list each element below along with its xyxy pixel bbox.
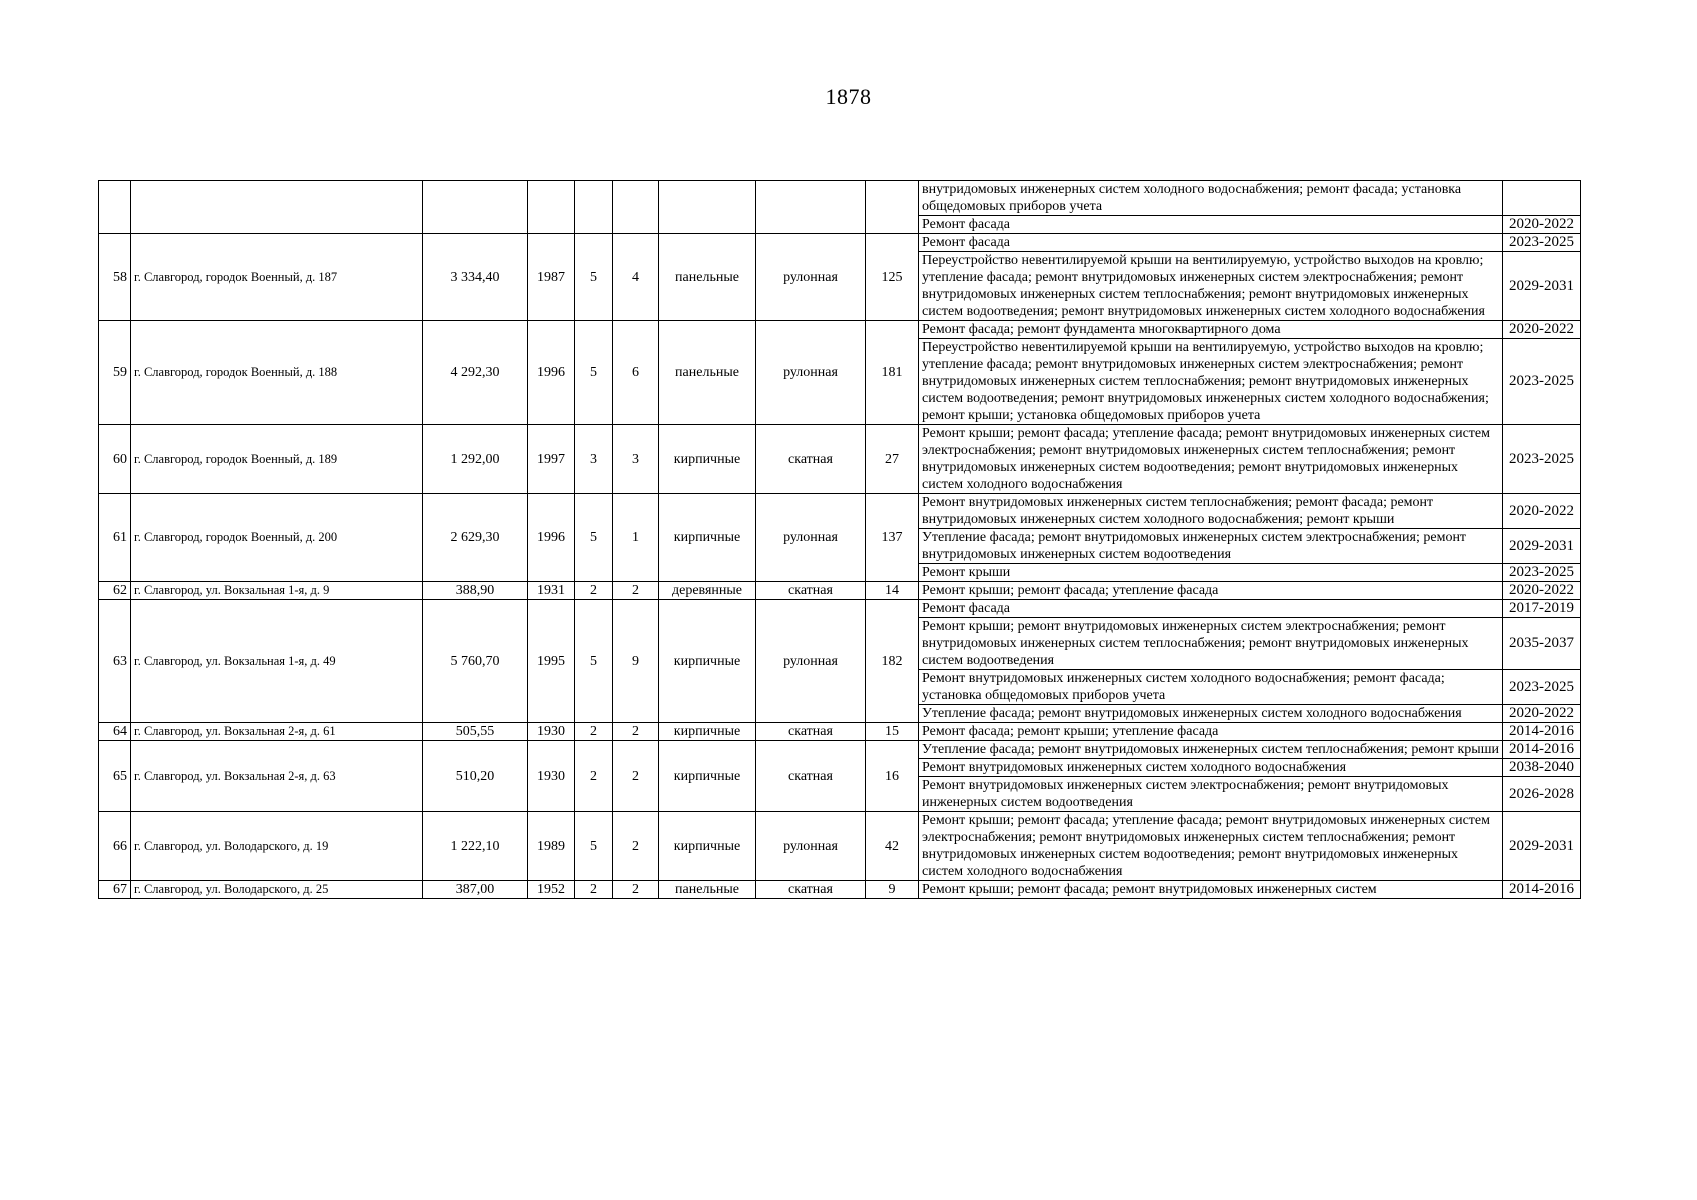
row-number: 66	[99, 812, 131, 881]
works-cell: Ремонт фасада	[919, 234, 1503, 252]
floors-cell: 5	[575, 812, 613, 881]
area-cell: 387,00	[423, 881, 528, 899]
area-cell: 1 292,00	[423, 425, 528, 494]
floors-cell: 2	[575, 881, 613, 899]
roof-type-cell: рулонная	[756, 234, 866, 321]
floors-cell: 2	[575, 723, 613, 741]
address-cell: г. Славгород, городок Военный, д. 188	[131, 321, 423, 425]
entrances-cell: 4	[613, 234, 659, 321]
row-number: 63	[99, 600, 131, 723]
area-cell: 3 334,40	[423, 234, 528, 321]
residents-cell: 182	[866, 600, 919, 723]
period-cell: 2023-2025	[1503, 234, 1581, 252]
entrances-cell: 2	[613, 723, 659, 741]
floors-cell: 2	[575, 741, 613, 812]
year-cell: 1931	[528, 582, 575, 600]
empty-cell	[613, 181, 659, 234]
table-row	[99, 812, 1581, 881]
residents-cell: 181	[866, 321, 919, 425]
table-row	[99, 582, 1581, 600]
roof-type-cell: скатная	[756, 881, 866, 899]
row-number: 65	[99, 741, 131, 812]
floors-cell: 5	[575, 494, 613, 582]
wall-material-cell: кирпичные	[659, 723, 756, 741]
table-row	[99, 181, 1581, 216]
table-row	[99, 600, 1581, 618]
residents-cell: 137	[866, 494, 919, 582]
address-cell: г. Славгород, ул. Вокзальная 1-я, д. 9	[131, 582, 423, 600]
residents-cell: 16	[866, 741, 919, 812]
period-cell: 2023-2025	[1503, 425, 1581, 494]
works-cell: Ремонт внутридомовых инженерных систем холодного водоснабжения	[919, 759, 1503, 777]
residents-cell: 9	[866, 881, 919, 899]
address-cell: г. Славгород, ул. Володарского, д. 25	[131, 881, 423, 899]
works-cell: Ремонт крыши	[919, 564, 1503, 582]
period-cell: 2035-2037	[1503, 618, 1581, 670]
roof-type-cell: рулонная	[756, 812, 866, 881]
empty-cell	[423, 181, 528, 234]
residents-cell: 14	[866, 582, 919, 600]
year-cell: 1952	[528, 881, 575, 899]
roof-type-cell: скатная	[756, 425, 866, 494]
wall-material-cell: кирпичные	[659, 741, 756, 812]
entrances-cell: 1	[613, 494, 659, 582]
row-number: 67	[99, 881, 131, 899]
empty-cell	[131, 181, 423, 234]
period-cell: 2029-2031	[1503, 252, 1581, 321]
area-cell: 1 222,10	[423, 812, 528, 881]
period-cell: 2029-2031	[1503, 812, 1581, 881]
year-cell: 1930	[528, 723, 575, 741]
floors-cell: 2	[575, 582, 613, 600]
empty-cell	[866, 181, 919, 234]
row-number: 61	[99, 494, 131, 582]
period-cell	[1503, 181, 1581, 216]
entrances-cell: 3	[613, 425, 659, 494]
wall-material-cell: кирпичные	[659, 494, 756, 582]
period-cell: 2020-2022	[1503, 705, 1581, 723]
works-cell: Ремонт крыши; ремонт фасада; ремонт внутридомовых инженерных систем	[919, 881, 1503, 899]
floors-cell: 5	[575, 600, 613, 723]
row-number: 64	[99, 723, 131, 741]
roof-type-cell: рулонная	[756, 321, 866, 425]
address-cell: г. Славгород, ул. Вокзальная 2-я, д. 63	[131, 741, 423, 812]
table-body	[99, 181, 1581, 899]
roof-type-cell: рулонная	[756, 494, 866, 582]
works-cell: Утепление фасада; ремонт внутридомовых инженерных систем электроснабжения; ремонт внутридомовых инженерных систем водоотведения	[919, 529, 1503, 564]
works-cell: Ремонт внутридомовых инженерных систем электроснабжения; ремонт внутридомовых инженерных систем водоотведения	[919, 777, 1503, 812]
residents-cell: 125	[866, 234, 919, 321]
works-cell: Ремонт внутридомовых инженерных систем теплоснабжения; ремонт фасада; ремонт внутридомовых инженерных систем холодного водоснабжения; ремонт крыши	[919, 494, 1503, 529]
period-cell: 2014-2016	[1503, 881, 1581, 899]
table-row	[99, 494, 1581, 529]
roof-type-cell: рулонная	[756, 600, 866, 723]
wall-material-cell: деревянные	[659, 582, 756, 600]
works-cell: Переустройство невентилируемой крыши на вентилируемую, устройство выходов на кровлю; утепление фасада; ремонт внутридомовых инженерных систем электроснабжения; ремонт внутридомовых инженерных систем теплоснабжения; ремонт внутридомовых инженерных систем водоотведения; ремонт внутридомовых инженерных систем холодного водоснабжения	[919, 252, 1503, 321]
period-cell: 2023-2025	[1503, 339, 1581, 425]
page-number: 1878	[825, 84, 872, 109]
wall-material-cell: кирпичные	[659, 425, 756, 494]
row-number: 62	[99, 582, 131, 600]
roof-type-cell: скатная	[756, 723, 866, 741]
address-cell: г. Славгород, ул. Володарского, д. 19	[131, 812, 423, 881]
floors-cell: 3	[575, 425, 613, 494]
works-cell: внутридомовых инженерных систем холодного водоснабжения; ремонт фасада; установка общедомовых приборов учета	[919, 181, 1503, 216]
roof-type-cell: скатная	[756, 582, 866, 600]
table-row	[99, 723, 1581, 741]
table-row	[99, 321, 1581, 339]
entrances-cell: 2	[613, 812, 659, 881]
empty-cell	[756, 181, 866, 234]
row-number: 60	[99, 425, 131, 494]
table-row	[99, 741, 1581, 759]
area-cell: 5 760,70	[423, 600, 528, 723]
address-cell: г. Славгород, ул. Вокзальная 2-я, д. 61	[131, 723, 423, 741]
year-cell: 1995	[528, 600, 575, 723]
works-cell: Ремонт фасада	[919, 600, 1503, 618]
wall-material-cell: кирпичные	[659, 812, 756, 881]
wall-material-cell: панельные	[659, 881, 756, 899]
address-cell: г. Славгород, ул. Вокзальная 1-я, д. 49	[131, 600, 423, 723]
period-cell: 2017-2019	[1503, 600, 1581, 618]
period-cell: 2014-2016	[1503, 723, 1581, 741]
works-cell: Ремонт крыши; ремонт фасада; утепление фасада	[919, 582, 1503, 600]
period-cell: 2023-2025	[1503, 564, 1581, 582]
year-cell: 1987	[528, 234, 575, 321]
area-cell: 510,20	[423, 741, 528, 812]
wall-material-cell: кирпичные	[659, 600, 756, 723]
empty-cell	[99, 181, 131, 234]
residents-cell: 15	[866, 723, 919, 741]
capital-repair-table	[98, 180, 1581, 899]
roof-type-cell: скатная	[756, 741, 866, 812]
area-cell: 388,90	[423, 582, 528, 600]
year-cell: 1989	[528, 812, 575, 881]
empty-cell	[528, 181, 575, 234]
entrances-cell: 9	[613, 600, 659, 723]
table-row	[99, 234, 1581, 252]
floors-cell: 5	[575, 321, 613, 425]
period-cell: 2038-2040	[1503, 759, 1581, 777]
period-cell: 2020-2022	[1503, 582, 1581, 600]
year-cell: 1996	[528, 494, 575, 582]
row-number: 59	[99, 321, 131, 425]
address-cell: г. Славгород, городок Военный, д. 189	[131, 425, 423, 494]
period-cell: 2020-2022	[1503, 321, 1581, 339]
works-cell: Ремонт фасада; ремонт фундамента многоквартирного дома	[919, 321, 1503, 339]
address-cell: г. Славгород, городок Военный, д. 187	[131, 234, 423, 321]
period-cell: 2029-2031	[1503, 529, 1581, 564]
period-cell: 2014-2016	[1503, 741, 1581, 759]
works-cell: Ремонт внутридомовых инженерных систем холодного водоснабжения; ремонт фасада; установка общедомовых приборов учета	[919, 670, 1503, 705]
area-cell: 2 629,30	[423, 494, 528, 582]
residents-cell: 42	[866, 812, 919, 881]
floors-cell: 5	[575, 234, 613, 321]
works-cell: Ремонт фасада; ремонт крыши; утепление фасада	[919, 723, 1503, 741]
year-cell: 1930	[528, 741, 575, 812]
period-cell: 2023-2025	[1503, 670, 1581, 705]
period-cell: 2020-2022	[1503, 494, 1581, 529]
empty-cell	[659, 181, 756, 234]
address-cell: г. Славгород, городок Военный, д. 200	[131, 494, 423, 582]
year-cell: 1997	[528, 425, 575, 494]
entrances-cell: 6	[613, 321, 659, 425]
year-cell: 1996	[528, 321, 575, 425]
works-cell: Ремонт фасада	[919, 216, 1503, 234]
wall-material-cell: панельные	[659, 321, 756, 425]
table-row	[99, 425, 1581, 494]
area-cell: 4 292,30	[423, 321, 528, 425]
row-number: 58	[99, 234, 131, 321]
empty-cell	[575, 181, 613, 234]
works-cell: Утепление фасада; ремонт внутридомовых инженерных систем холодного водоснабжения	[919, 705, 1503, 723]
works-cell: Ремонт крыши; ремонт внутридомовых инженерных систем электроснабжения; ремонт внутридомовых инженерных систем теплоснабжения; ремонт внутридомовых инженерных систем водоотведения	[919, 618, 1503, 670]
wall-material-cell: панельные	[659, 234, 756, 321]
entrances-cell: 2	[613, 741, 659, 812]
works-cell: Утепление фасада; ремонт внутридомовых инженерных систем теплоснабжения; ремонт крыши	[919, 741, 1503, 759]
entrances-cell: 2	[613, 881, 659, 899]
works-cell: Ремонт крыши; ремонт фасада; утепление фасада; ремонт внутридомовых инженерных систем электроснабжения; ремонт внутридомовых инженерных систем теплоснабжения; ремонт внутридомовых инженерных систем водоотведения; ремонт внутридомовых инженерных систем холодного водоснабжения	[919, 812, 1503, 881]
entrances-cell: 2	[613, 582, 659, 600]
table-row	[99, 881, 1581, 899]
period-cell: 2020-2022	[1503, 216, 1581, 234]
period-cell: 2026-2028	[1503, 777, 1581, 812]
works-cell: Переустройство невентилируемой крыши на вентилируемую, устройство выходов на кровлю; утепление фасада; ремонт внутридомовых инженерных систем электроснабжения; ремонт внутридомовых инженерных систем теплоснабжения; ремонт внутридомовых инженерных систем водоотведения; ремонт внутридомовых инженерных систем холодного водоснабжения; ремонт крыши; установка общедомовых приборов учета	[919, 339, 1503, 425]
residents-cell: 27	[866, 425, 919, 494]
area-cell: 505,55	[423, 723, 528, 741]
works-cell: Ремонт крыши; ремонт фасада; утепление фасада; ремонт внутридомовых инженерных систем электроснабжения; ремонт внутридомовых инженерных систем теплоснабжения; ремонт внутридомовых инженерных систем водоотведения; ремонт внутридомовых инженерных систем холодного водоснабжения	[919, 425, 1503, 494]
